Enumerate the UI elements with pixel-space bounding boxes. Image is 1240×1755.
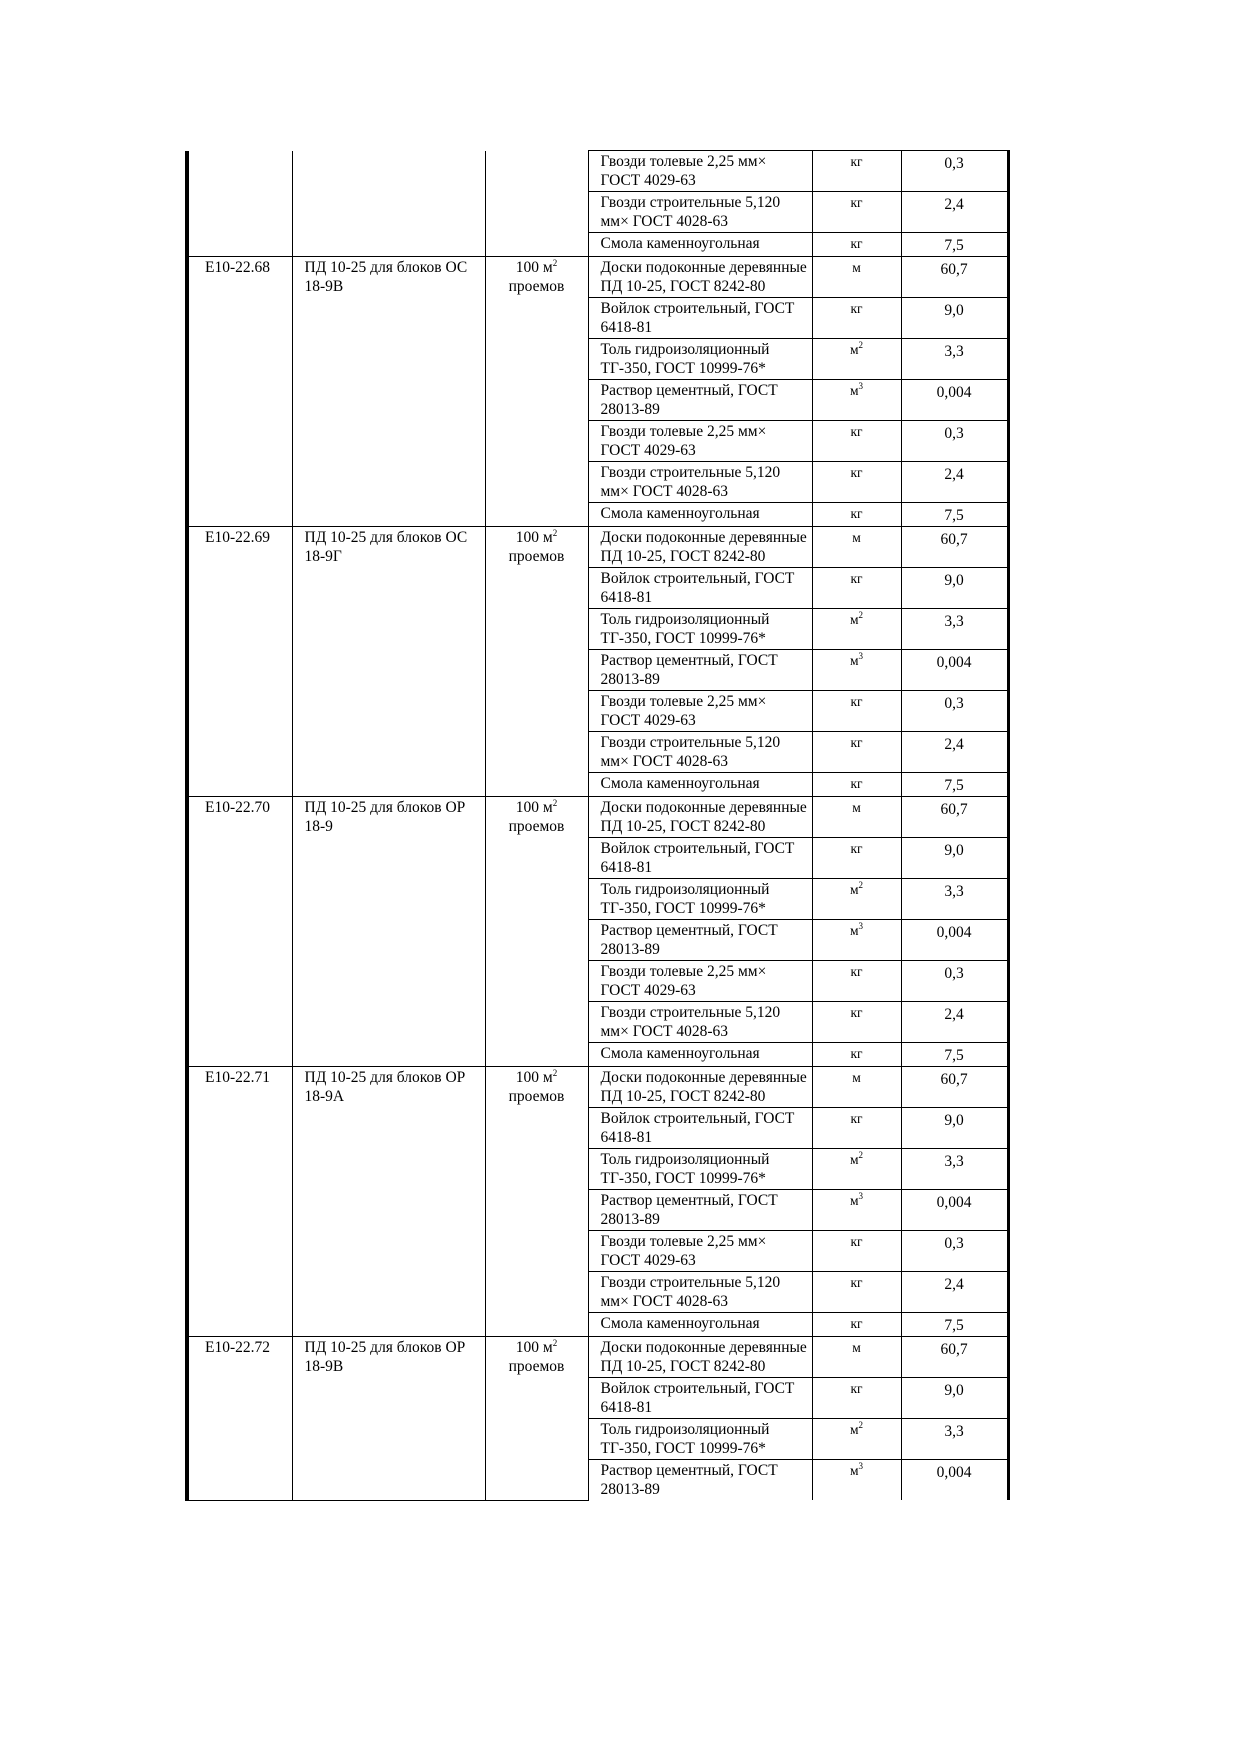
unit-exponent: 2: [858, 880, 864, 890]
name-cell: [292, 151, 485, 192]
unit-cell: [812, 503, 901, 527]
unit-text: кг: [850, 1275, 863, 1290]
norms-sheet: [185, 150, 1006, 1501]
unit-cell: [812, 773, 901, 797]
table-row: [187, 257, 1008, 298]
measure-label: проемов: [508, 1088, 565, 1105]
qty-cell: 2,4: [901, 732, 1008, 773]
qty-cell: 0,004: [901, 650, 1008, 691]
unit-text: кг: [850, 841, 863, 856]
unit-text: м: [849, 882, 859, 897]
material-cell: Толь гидроизоляционный ТГ-350, ГОСТ 10999-76*: [588, 879, 812, 920]
unit-text: м: [849, 383, 859, 398]
norm-code: Е10-22.68: [187, 257, 292, 527]
qty-cell: 2,4: [901, 1002, 1008, 1043]
norm-name: ПД 10-25 для блоков ОС 18-9Г: [292, 527, 485, 797]
unit-text: кг: [850, 1046, 863, 1061]
unit-text: кг: [850, 1381, 863, 1396]
qty-cell: 9,0: [901, 568, 1008, 609]
material-cell: Раствор цементный, ГОСТ 28013-89: [588, 920, 812, 961]
qty-cell: 60,7: [901, 527, 1008, 568]
unit-cell: [812, 1002, 901, 1043]
measure-label: проемов: [508, 1358, 565, 1375]
code-cell: [187, 151, 292, 192]
material-cell: Войлок строительный, ГОСТ 6418-81: [588, 838, 812, 879]
measure-label: проемов: [508, 818, 565, 835]
material-cell: Толь гидроизоляционный ТГ-350, ГОСТ 10999-76*: [588, 339, 812, 380]
unit-exponent: 3: [858, 381, 864, 391]
unit-text: м: [849, 923, 859, 938]
measure-unit: [485, 257, 588, 527]
table-row: [187, 151, 1008, 192]
material-cell: Войлок строительный, ГОСТ 6418-81: [588, 1108, 812, 1149]
qty-cell: 0,004: [901, 920, 1008, 961]
unit-text: м: [852, 1340, 861, 1355]
unit-text: кг: [850, 964, 863, 979]
unit-cell: [812, 462, 901, 503]
unit-cell: [812, 691, 901, 732]
unit-cell: [812, 421, 901, 462]
measure-exponent: 2: [552, 258, 558, 268]
unit-cell: [812, 1067, 901, 1108]
material-cell: Раствор цементный, ГОСТ 28013-89: [588, 650, 812, 691]
qty-cell: 7,5: [901, 1043, 1008, 1067]
qty-cell: 7,5: [901, 503, 1008, 527]
qty-cell: 0,3: [901, 151, 1008, 192]
code-cell: [187, 192, 292, 233]
material-cell: Раствор цементный, ГОСТ 28013-89: [588, 1190, 812, 1231]
unit-exponent: 2: [858, 340, 864, 350]
material-cell: Смола каменноугольная: [588, 503, 812, 527]
unit-cell: [812, 257, 901, 298]
qty-cell: 0,3: [901, 1231, 1008, 1272]
measure-unit: [485, 1067, 588, 1337]
qty-cell: 0,3: [901, 691, 1008, 732]
material-cell: Войлок строительный, ГОСТ 6418-81: [588, 1378, 812, 1419]
norm-code: Е10-22.72: [187, 1337, 292, 1501]
material-cell: Гвозди строительные 5,120 мм× ГОСТ 4028-63: [588, 1002, 812, 1043]
unit-text: м: [849, 1463, 859, 1478]
material-cell: Доски подоконные деревянные ПД 10-25, ГОСТ 8242-80: [588, 1337, 812, 1378]
measure-exponent: 2: [552, 1068, 558, 1078]
unit-cell: [812, 1272, 901, 1313]
unit-cell: [812, 568, 901, 609]
unit-text: м: [849, 612, 859, 627]
material-cell: Гвозди строительные 5,120 мм× ГОСТ 4028-63: [588, 732, 812, 773]
material-cell: Раствор цементный, ГОСТ 28013-89: [588, 380, 812, 421]
material-cell: Смола каменноугольная: [588, 1313, 812, 1337]
norm-code: Е10-22.70: [187, 797, 292, 1067]
unit-text: м: [852, 260, 861, 275]
unit-exponent: 3: [858, 1191, 864, 1201]
qty-cell: 60,7: [901, 1337, 1008, 1378]
material-cell: Толь гидроизоляционный ТГ-350, ГОСТ 10999-76*: [588, 1419, 812, 1460]
unit-text: м: [852, 1070, 861, 1085]
unit-text: м: [849, 1193, 859, 1208]
norm-code: Е10-22.71: [187, 1067, 292, 1337]
qty-cell: 60,7: [901, 797, 1008, 838]
unit-exponent: 3: [858, 1461, 864, 1471]
unit-text: кг: [850, 301, 863, 316]
measure-cell: [485, 192, 588, 233]
unit-text: кг: [850, 694, 863, 709]
unit-text: м: [849, 1422, 859, 1437]
code-cell: [187, 233, 292, 257]
material-cell: Доски подоконные деревянные ПД 10-25, ГОСТ 8242-80: [588, 527, 812, 568]
qty-cell: 9,0: [901, 298, 1008, 339]
qty-cell: 0,004: [901, 380, 1008, 421]
unit-cell: [812, 1190, 901, 1231]
material-cell: Толь гидроизоляционный ТГ-350, ГОСТ 10999-76*: [588, 1149, 812, 1190]
unit-text: кг: [850, 424, 863, 439]
unit-cell: [812, 1108, 901, 1149]
unit-cell: [812, 1460, 901, 1501]
material-cell: Гвозди толевые 2,25 мм× ГОСТ 4029-63: [588, 151, 812, 192]
qty-cell: 3,3: [901, 609, 1008, 650]
measure-unit: [485, 797, 588, 1067]
unit-cell: [812, 650, 901, 691]
measure-value: 100 м: [515, 529, 553, 546]
unit-text: м: [849, 342, 859, 357]
measure-exponent: 2: [552, 528, 558, 538]
unit-cell: [812, 339, 901, 380]
norm-code: Е10-22.69: [187, 527, 292, 797]
qty-cell: 2,4: [901, 462, 1008, 503]
unit-cell: [812, 920, 901, 961]
name-cell: [292, 192, 485, 233]
unit-cell: [812, 609, 901, 650]
material-cell: Гвозди строительные 5,120 мм× ГОСТ 4028-63: [588, 192, 812, 233]
qty-cell: 0,3: [901, 421, 1008, 462]
measure-unit: [485, 1337, 588, 1501]
qty-cell: 2,4: [901, 1272, 1008, 1313]
measure-label: проемов: [508, 278, 565, 295]
unit-cell: [812, 838, 901, 879]
qty-cell: 2,4: [901, 192, 1008, 233]
qty-cell: 3,3: [901, 879, 1008, 920]
qty-cell: 0,3: [901, 961, 1008, 1002]
unit-text: кг: [850, 465, 863, 480]
material-cell: Войлок строительный, ГОСТ 6418-81: [588, 298, 812, 339]
unit-cell: [812, 298, 901, 339]
qty-cell: 0,004: [901, 1460, 1008, 1501]
qty-cell: 60,7: [901, 1067, 1008, 1108]
measure-value: 100 м: [515, 1339, 553, 1356]
unit-cell: [812, 1149, 901, 1190]
unit-text: кг: [850, 1316, 863, 1331]
unit-exponent: 2: [858, 610, 864, 620]
unit-cell: [812, 732, 901, 773]
table-row: [187, 192, 1008, 233]
unit-cell: [812, 1337, 901, 1378]
unit-exponent: 2: [858, 1420, 864, 1430]
unit-text: м: [849, 1152, 859, 1167]
unit-text: кг: [850, 735, 863, 750]
unit-exponent: 3: [858, 651, 864, 661]
unit-cell: [812, 797, 901, 838]
material-cell: Смола каменноугольная: [588, 233, 812, 257]
norm-name: ПД 10-25 для блоков ОР 18-9: [292, 797, 485, 1067]
unit-cell: [812, 961, 901, 1002]
qty-cell: 60,7: [901, 257, 1008, 298]
unit-text: кг: [850, 1234, 863, 1249]
qty-cell: 9,0: [901, 838, 1008, 879]
table-row: [187, 1337, 1008, 1378]
material-cell: Гвозди толевые 2,25 мм× ГОСТ 4029-63: [588, 421, 812, 462]
norm-name: ПД 10-25 для блоков ОР 18-9А: [292, 1067, 485, 1337]
material-cell: Доски подоконные деревянные ПД 10-25, ГОСТ 8242-80: [588, 1067, 812, 1108]
unit-exponent: 3: [858, 921, 864, 931]
materials-norms-table: [185, 150, 1010, 1501]
qty-cell: 3,3: [901, 339, 1008, 380]
qty-cell: 3,3: [901, 1419, 1008, 1460]
qty-cell: 7,5: [901, 773, 1008, 797]
table-row: [187, 233, 1008, 257]
measure-unit: [485, 527, 588, 797]
measure-label: проемов: [508, 548, 565, 565]
material-cell: Гвозди толевые 2,25 мм× ГОСТ 4029-63: [588, 961, 812, 1002]
unit-cell: кг: [812, 192, 901, 233]
unit-text: м: [849, 653, 859, 668]
material-cell: Доски подоконные деревянные ПД 10-25, ГОСТ 8242-80: [588, 797, 812, 838]
measure-cell: [485, 233, 588, 257]
unit-cell: [812, 1043, 901, 1067]
unit-exponent: 2: [858, 1150, 864, 1160]
qty-cell: 7,5: [901, 233, 1008, 257]
unit-text: кг: [850, 571, 863, 586]
unit-cell: кг: [812, 151, 901, 192]
table-row: [187, 1067, 1008, 1108]
material-cell: Раствор цементный, ГОСТ 28013-89: [588, 1460, 812, 1501]
unit-text: кг: [850, 506, 863, 521]
qty-cell: 9,0: [901, 1108, 1008, 1149]
material-cell: Гвозди строительные 5,120 мм× ГОСТ 4028-63: [588, 1272, 812, 1313]
table-body: [187, 151, 1008, 1501]
material-cell: Гвозди строительные 5,120 мм× ГОСТ 4028-63: [588, 462, 812, 503]
table-row: [187, 797, 1008, 838]
unit-text: м: [852, 800, 861, 815]
measure-cell: [485, 151, 588, 192]
unit-text: кг: [850, 1111, 863, 1126]
unit-cell: [812, 1231, 901, 1272]
qty-cell: 9,0: [901, 1378, 1008, 1419]
norm-name: ПД 10-25 для блоков ОС 18-9В: [292, 257, 485, 527]
unit-cell: [812, 527, 901, 568]
norm-name: ПД 10-25 для блоков ОР 18-9В: [292, 1337, 485, 1501]
qty-cell: 7,5: [901, 1313, 1008, 1337]
material-cell: Войлок строительный, ГОСТ 6418-81: [588, 568, 812, 609]
measure-value: 100 м: [515, 259, 553, 276]
unit-text: кг: [850, 776, 863, 791]
qty-cell: 0,004: [901, 1190, 1008, 1231]
unit-text: кг: [850, 1005, 863, 1020]
unit-cell: кг: [812, 233, 901, 257]
measure-value: 100 м: [515, 1069, 553, 1086]
material-cell: Смола каменноугольная: [588, 1043, 812, 1067]
unit-cell: [812, 1313, 901, 1337]
measure-exponent: 2: [552, 798, 558, 808]
unit-text: м: [852, 530, 861, 545]
unit-cell: [812, 1378, 901, 1419]
name-cell: [292, 233, 485, 257]
qty-cell: 3,3: [901, 1149, 1008, 1190]
table-row: [187, 527, 1008, 568]
measure-value: 100 м: [515, 799, 553, 816]
unit-cell: [812, 1419, 901, 1460]
material-cell: Доски подоконные деревянные ПД 10-25, ГОСТ 8242-80: [588, 257, 812, 298]
unit-cell: [812, 380, 901, 421]
material-cell: Толь гидроизоляционный ТГ-350, ГОСТ 10999-76*: [588, 609, 812, 650]
measure-exponent: 2: [552, 1338, 558, 1348]
material-cell: Гвозди толевые 2,25 мм× ГОСТ 4029-63: [588, 1231, 812, 1272]
material-cell: Гвозди толевые 2,25 мм× ГОСТ 4029-63: [588, 691, 812, 732]
unit-cell: [812, 879, 901, 920]
material-cell: Смола каменноугольная: [588, 773, 812, 797]
